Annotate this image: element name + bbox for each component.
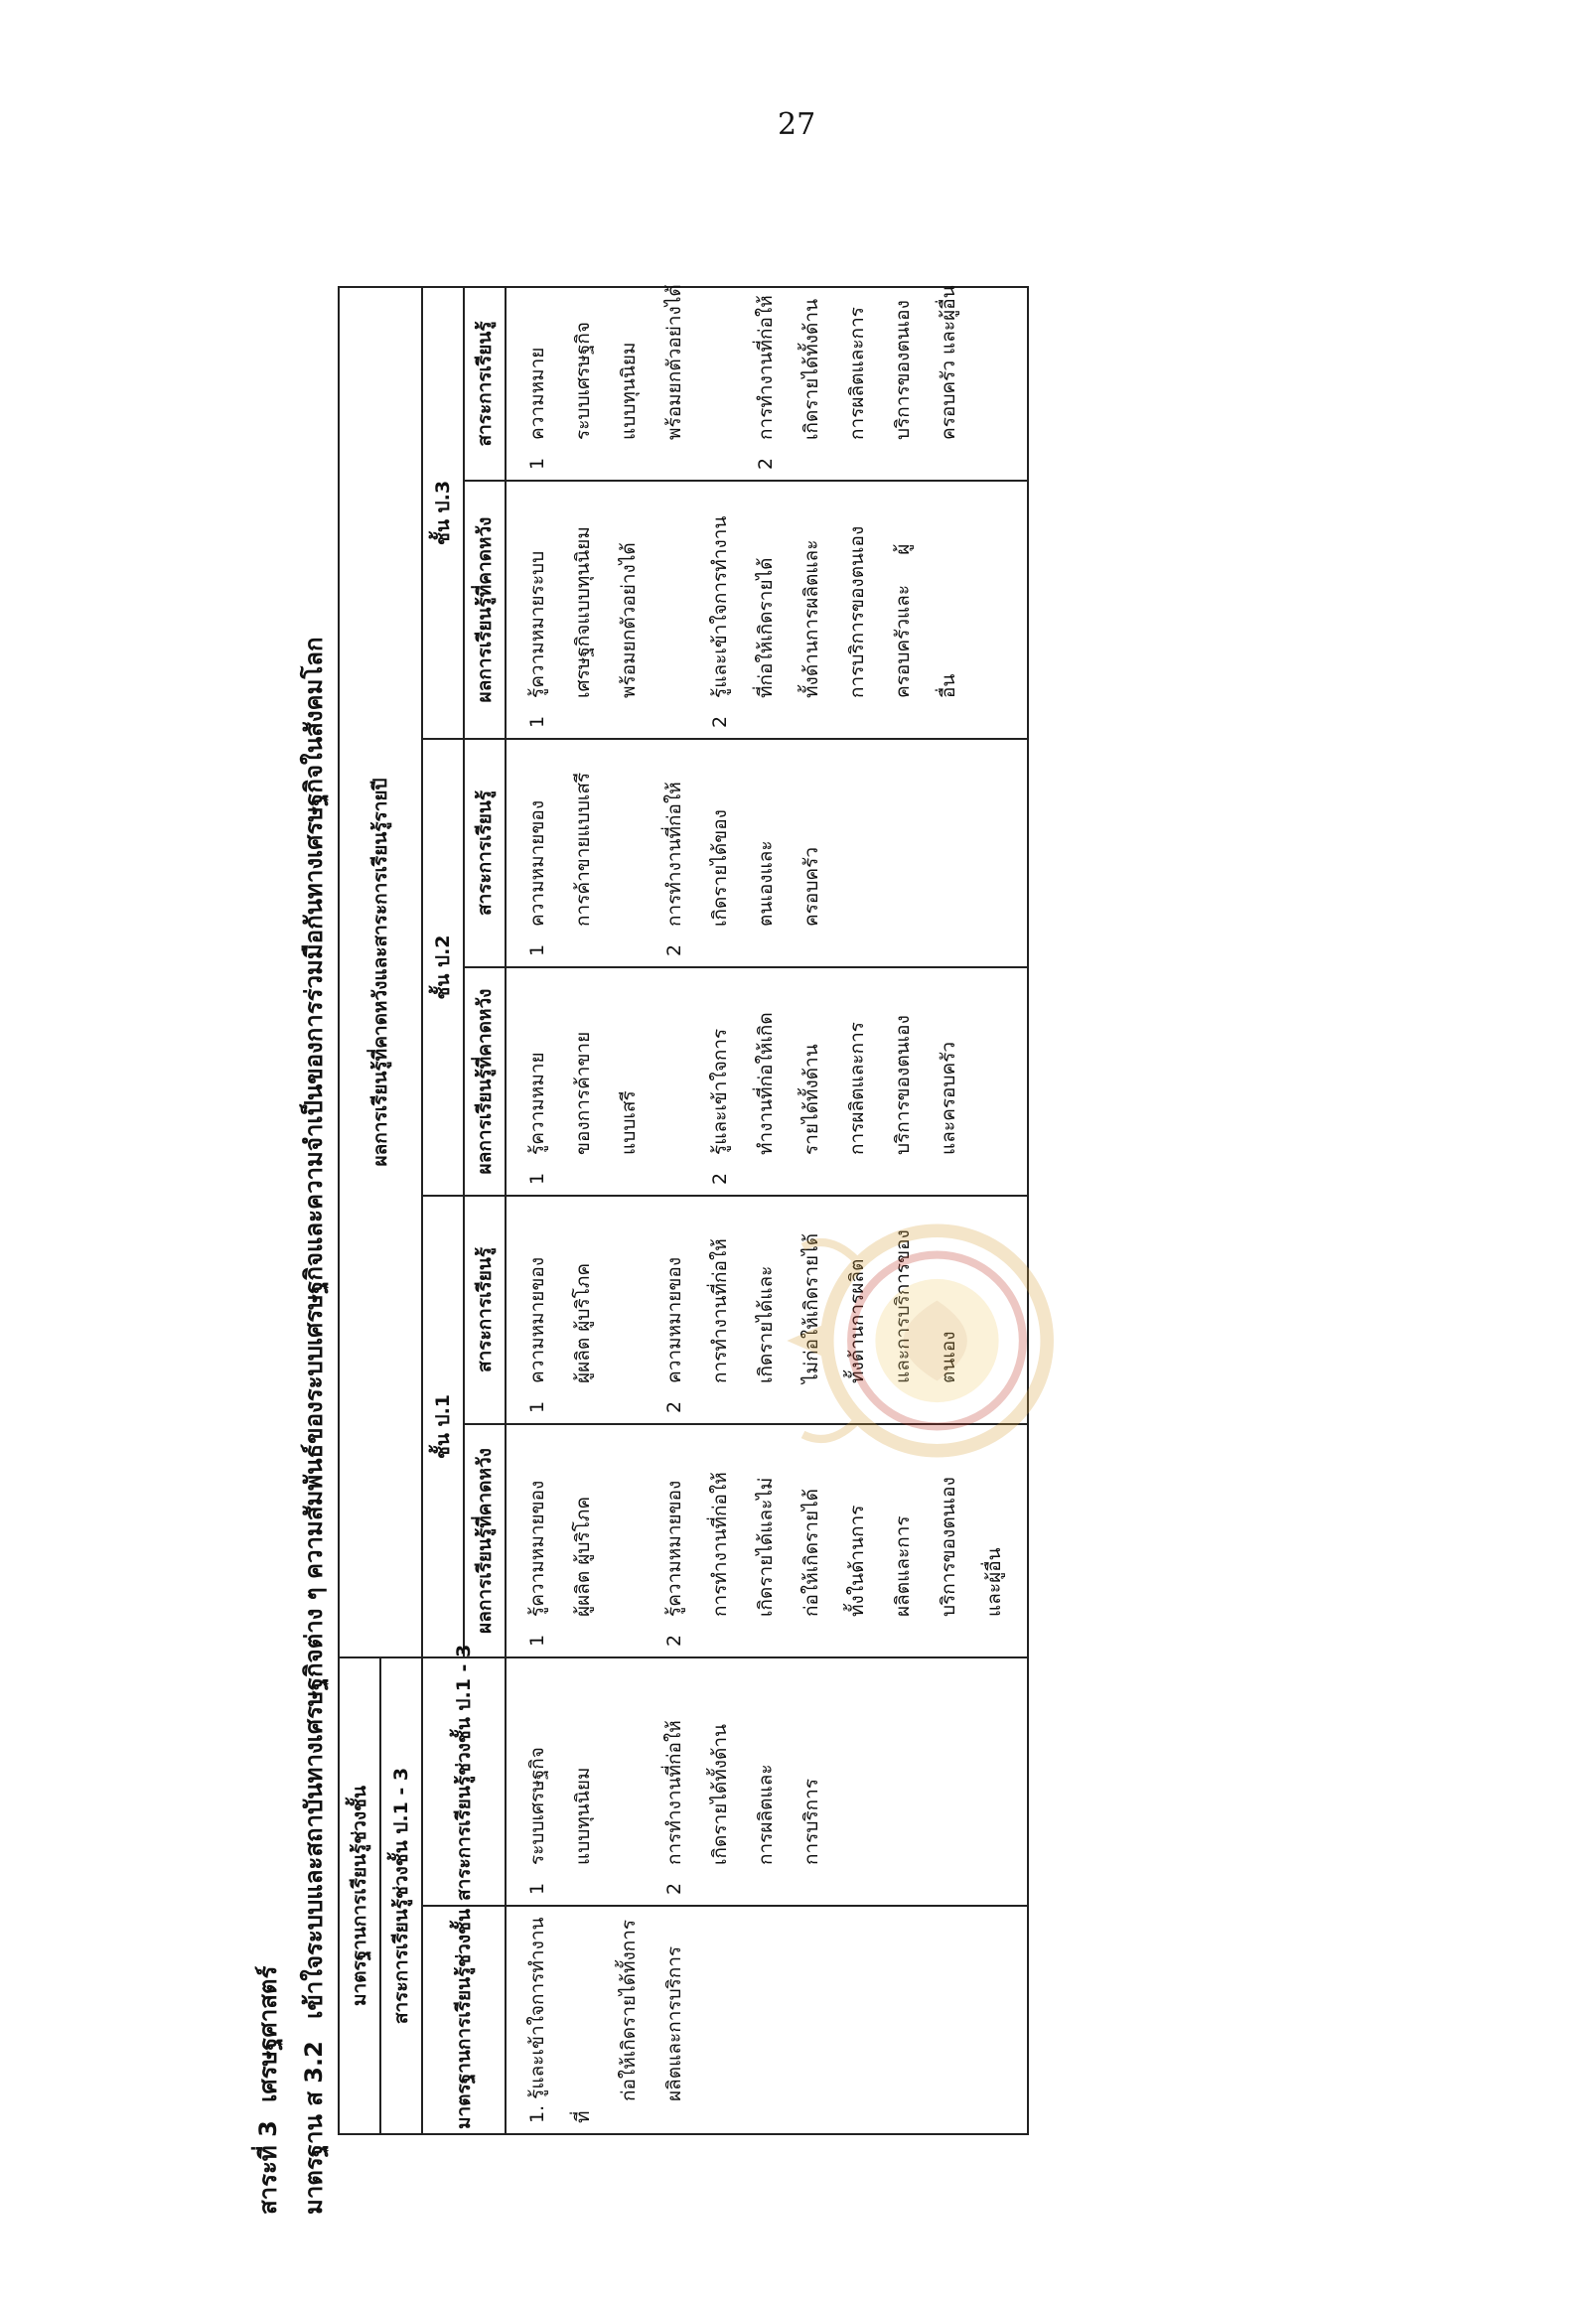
item-line: ทั้งในด้านการ bbox=[846, 1505, 868, 1617]
item-number: 2 bbox=[709, 1172, 731, 1185]
item-text bbox=[652, 1668, 834, 1865]
item-line: และผู้อื่น bbox=[983, 1547, 1005, 1617]
item-line: ผลิตและการ bbox=[892, 1515, 914, 1617]
item-number: 2 bbox=[709, 715, 731, 728]
core-content-subheader: สาระการเรียนรู้ช่วงชั้น ป.1 - 3 bbox=[422, 1657, 506, 1906]
strand-heading bbox=[248, 1966, 287, 2215]
item-number: 1 bbox=[526, 457, 548, 470]
curriculum-table bbox=[338, 286, 1029, 2135]
item-line: พร้อมยกตัวอย่างได้ bbox=[618, 542, 640, 698]
item-number: 1 bbox=[526, 943, 548, 956]
item-text bbox=[514, 1207, 606, 1383]
item-line: รู้ความหมาย bbox=[526, 1052, 548, 1155]
list-item bbox=[514, 1668, 606, 1895]
list-item bbox=[514, 1207, 606, 1413]
p2-content-header: สาระการเรียนรู้ bbox=[464, 739, 506, 967]
item-text bbox=[743, 285, 971, 440]
item-line: ระบบเศรษฐกิจ bbox=[526, 1747, 548, 1865]
item-number: 1 bbox=[526, 1882, 548, 1895]
annual-group-header: ผลการเรียนรู้ที่คาดหวังและสาระการเรียนรู้รายปี bbox=[339, 287, 422, 1657]
item-line: ผู้ผลิต ผู้บริโภค bbox=[572, 1496, 594, 1617]
list-item bbox=[697, 492, 971, 728]
item-line: ผู้ผลิต ผู้บริโภค bbox=[572, 1262, 594, 1383]
item-line: อื่น bbox=[938, 673, 959, 698]
item-text bbox=[514, 492, 652, 698]
list-item bbox=[652, 1435, 1017, 1647]
item-text bbox=[514, 1435, 606, 1617]
item-line: รู้และเข้าใจการ bbox=[709, 1028, 731, 1155]
item-text bbox=[514, 1668, 606, 1865]
p1-outcome-cell bbox=[506, 1424, 1028, 1657]
standard-line: ก่อให้เกิดรายได้ทั้งการ bbox=[618, 1919, 640, 2101]
item-line: การทำงานที่ก่อให้ bbox=[663, 782, 685, 927]
item-line: บริการของตนเอง bbox=[892, 300, 914, 440]
item-line: ระบบเศรษฐกิจ bbox=[572, 322, 594, 440]
item-line: พร้อมยกตัวอย่างได้ bbox=[663, 284, 685, 440]
item-line: ทั้งด้านการผลิตและ bbox=[800, 539, 822, 698]
item-line: รู้ความหมายของ bbox=[663, 1480, 685, 1617]
item-line: การบริการของตนเอง bbox=[846, 525, 868, 698]
item-line: เกิดรายได้ทั้งด้าน bbox=[709, 1723, 731, 1865]
list-item bbox=[514, 1435, 606, 1647]
item-line: ความหมายของ bbox=[663, 1256, 685, 1383]
grade-p3-header: ชั้น ป.3 bbox=[422, 287, 464, 739]
item-line: และครอบครัว bbox=[938, 1041, 959, 1155]
list-item bbox=[652, 1668, 834, 1895]
item-line: แบบทุนนิยม bbox=[618, 342, 640, 440]
standard-line: 1. รู้และเข้าใจการทำงานที่ bbox=[526, 1917, 594, 2123]
grade-p2-header: ชั้น ป.2 bbox=[422, 739, 464, 1196]
item-number: 2 bbox=[663, 943, 685, 956]
table-row bbox=[506, 287, 1028, 2134]
item-number: 1 bbox=[526, 1634, 548, 1647]
item-text bbox=[514, 978, 652, 1155]
standard-text: เข้าใจระบบและสถาบันทางเศรษฐกิจต่าง ๆ ความสัมพันธ์ของระบบเศรษฐกิจและความจำเป็นของการร่วมมือกันทางเศรษฐกิจในสังคมโลก bbox=[300, 637, 328, 2019]
p3-content-header: สาระการเรียนรู้ bbox=[464, 287, 506, 481]
core-standard-group-header: มาตรฐานการเรียนรู้ช่วงชั้น bbox=[339, 1657, 380, 2134]
item-number: 1 bbox=[526, 1172, 548, 1185]
item-number: 2 bbox=[663, 1882, 685, 1895]
list-item bbox=[743, 285, 971, 470]
item-text bbox=[697, 492, 971, 698]
item-line: รู้ความหมายระบบ bbox=[526, 550, 548, 698]
list-item bbox=[652, 750, 834, 956]
p2-outcome-cell bbox=[506, 967, 1028, 1196]
item-line: ความหมายของ bbox=[526, 799, 548, 927]
core-standard-header: มาตรฐานการเรียนรู้ช่วงชั้น bbox=[422, 1906, 506, 2134]
item-text bbox=[652, 1435, 1017, 1617]
item-line: ไม่ก่อให้เกิดรายได้ bbox=[800, 1232, 822, 1383]
item-line: ที่ก่อให้เกิดรายได้ bbox=[755, 557, 777, 698]
item-text bbox=[514, 284, 697, 440]
page-number: 27 bbox=[778, 107, 816, 142]
item-line: การผลิตและการ bbox=[846, 307, 868, 440]
item-line: ตนเอง bbox=[938, 1331, 959, 1383]
standard-cell bbox=[506, 1906, 1028, 2134]
item-line: การผลิตและ bbox=[755, 1764, 777, 1865]
item-line: เกิดรายได้และ bbox=[755, 1265, 777, 1383]
item-line: ความหมาย bbox=[526, 347, 548, 440]
item-text bbox=[652, 750, 834, 927]
list-item bbox=[652, 1207, 971, 1413]
core-content-header: สาระการเรียนรู้ช่วงชั้น ป.1 - 3 bbox=[380, 1657, 422, 2134]
item-line: ทำงานที่ก่อให้เกิด bbox=[755, 1012, 777, 1155]
item-line: ก่อให้เกิดรายได้ bbox=[800, 1489, 822, 1617]
item-line: ครอบครัว และผู้อื่น bbox=[938, 285, 959, 440]
item-line: ครอบครัวและ ผู้ bbox=[892, 543, 914, 698]
p2-content-cell bbox=[506, 739, 1028, 967]
item-line: เกิดรายได้ของ bbox=[709, 809, 731, 927]
list-item bbox=[514, 284, 697, 470]
item-line: การผลิตและการ bbox=[846, 1022, 868, 1155]
item-line: ของการค้าขาย bbox=[572, 1031, 594, 1155]
item-text bbox=[697, 978, 971, 1155]
list-item bbox=[514, 978, 652, 1185]
item-line: รายได้ทั้งด้าน bbox=[800, 1044, 822, 1155]
standard-line: ผลิตและการบริการ bbox=[663, 1945, 685, 2101]
p3-outcome-cell bbox=[506, 481, 1028, 739]
item-text bbox=[514, 750, 606, 927]
item-line: ทั้งด้านการผลิต bbox=[846, 1258, 868, 1383]
strand-label: สาระที่ 3 bbox=[254, 2120, 282, 2215]
item-line: เกิดรายได้และไม่ bbox=[755, 1477, 777, 1617]
p1-content-header: สาระการเรียนรู้ bbox=[464, 1196, 506, 1424]
item-number: 2 bbox=[755, 457, 777, 470]
item-line: การบริการ bbox=[800, 1778, 822, 1865]
grade-p1-header: ชั้น ป.1 bbox=[422, 1196, 464, 1657]
strand-title: เศรษฐศาสตร์ bbox=[254, 1965, 282, 2102]
p2-outcome-header: ผลการเรียนรู้ที่คาดหวัง bbox=[464, 967, 506, 1196]
item-line: แบบเสรี bbox=[618, 1090, 640, 1155]
item-line: และการบริการของ bbox=[892, 1229, 914, 1383]
item-text bbox=[652, 1207, 971, 1383]
standard-heading bbox=[294, 637, 333, 2215]
item-line: การค้าขายแบบเสรี bbox=[572, 772, 594, 927]
item-number: 1 bbox=[526, 1400, 548, 1413]
list-item bbox=[697, 978, 971, 1185]
item-line: ความหมายของ bbox=[526, 1256, 548, 1383]
item-line: การทำงานที่ก่อให้ bbox=[663, 1720, 685, 1865]
item-line: ครอบครัว bbox=[800, 847, 822, 927]
p1-content-cell bbox=[506, 1196, 1028, 1424]
p3-content-cell bbox=[506, 284, 1028, 481]
item-line: ตนเองและ bbox=[755, 840, 777, 927]
rotated-page-content bbox=[248, 199, 1390, 2215]
p3-outcome-header: ผลการเรียนรู้ที่คาดหวัง bbox=[464, 481, 506, 739]
item-line: การทำงานที่ก่อให้ bbox=[709, 1472, 731, 1617]
list-item bbox=[514, 492, 652, 728]
item-line: รู้ความหมายของ bbox=[526, 1480, 548, 1617]
item-number: 2 bbox=[663, 1400, 685, 1413]
item-line: บริการของตนเอง bbox=[938, 1477, 959, 1617]
p1-outcome-header: ผลการเรียนรู้ที่คาดหวัง bbox=[464, 1424, 506, 1657]
item-line: เกิดรายได้ทั้งด้าน bbox=[800, 298, 822, 440]
item-number: 1 bbox=[526, 715, 548, 728]
item-line: แบบทุนนิยม bbox=[572, 1767, 594, 1865]
item-line: เศรษฐกิจแบบทุนนิยม bbox=[572, 526, 594, 698]
list-item bbox=[514, 750, 606, 956]
item-number: 2 bbox=[663, 1634, 685, 1647]
item-line: การทำงานที่ก่อให้ bbox=[755, 295, 777, 440]
core-content-cell bbox=[506, 1657, 1028, 1906]
item-line: การทำงานที่ก่อให้ bbox=[709, 1238, 731, 1383]
standard-label: มาตรฐาน ส 3.2 bbox=[300, 2041, 328, 2215]
item-line: บริการของตนเอง bbox=[892, 1015, 914, 1155]
item-line: รู้และเข้าใจการทำงาน bbox=[709, 515, 731, 698]
